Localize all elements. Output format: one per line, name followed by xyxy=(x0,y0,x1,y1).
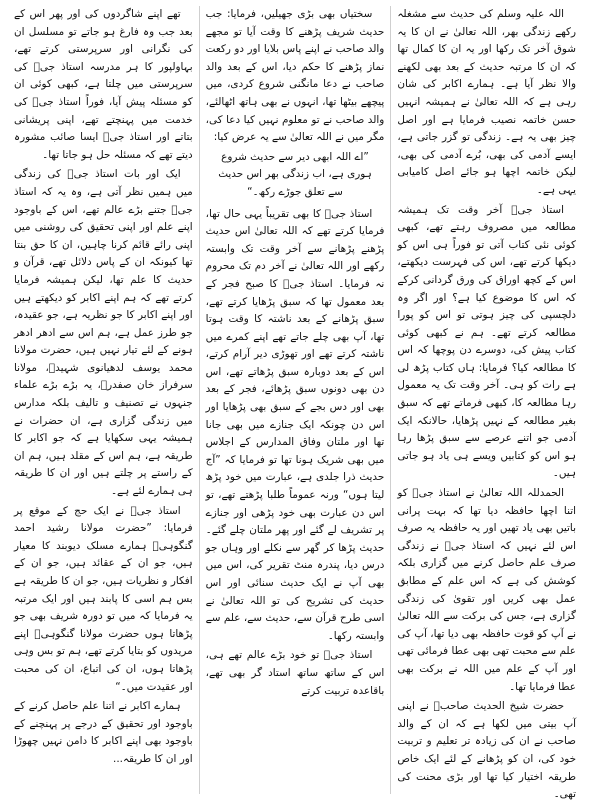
paragraph: استاذ جیؒ کا بھی تقریباً یہی حال تھا، فرمایا کرتے تھے کہ اللہ تعالیٰ اس حدیث پڑھنے پڑھانے سے آخر وقت تک وابستہ رکھے اور اللہ تعالیٰ نے آخر دم تک محروم نہ فرمایا۔ استاذ جیؒ کا صبح فجر کے بعد معمول تھا کہ سبق پڑھایا کرتے تھے، سبق پڑھانے کے بعد ناشتہ کا وقت ہوتا تھا، آپ بھی چلے جاتے تھے اپنے کمرے میں ناشتہ کرتے تھے اور تھوڑی دیر آرام کرتے، اس کے بعد دوبارہ سبق پڑھاتے تھے، اس دن بھی دونوں سبق پڑھائے، فجر کے بعد بھی اور دس بجے کے سبق بھی پڑھایا اور اس دن چونکہ ایک جنازے میں بھی جانا تھا اور ملتان وفاق المدارس کے اجلاس میں بھی شریک ہونا تھا تو فرمایا کہ ”آج حدیث ذرا جلدی ہے، عبارت میں خود پڑھ لیتا ہوں“ ورنہ عموماً طلبا پڑھتے تھے، تو اس دن عبارت بھی خود پڑھی اور جنازے پر تشریف لے گئے اور پھر ملتان چلے گئے۔ حدیث پڑھا کر گھر سے نکلے اور وہاں جو درس دیا، پندرہ منٹ تقریر کی، اس میں بھی آپ نے ایک حدیث سنائی اور اس حدیث کی تشریح کی تو اللہ تعالیٰ نے اسی طرح قرآن سے، حدیث سے، علم سے وابستہ رکھا۔ xyxy=(205,207,385,642)
prayer-quote: ”اے اللہ ابھی دیر سے حدیث شروع ہوری ہے، اب زندگی بھر اس حدیث سے تعلق جوڑے رکھ۔“ xyxy=(218,150,372,198)
column-right xyxy=(391,6,582,801)
paragraph: اللہ علیہ وسلم کی حدیث سے مشغلہ رکھے زندگی بھر، اللہ تعالیٰ نے ان کا یہ شوق آخر تک رکھا اور یہ ان کا کمال تھا کہ ان کا مرتبہ حدیث کے بعد بھی لکھنے والا نظر آیا ہے۔ ہمارے اکابر کی شان رہی ہے کہ اللہ تعالیٰ نے ہمیشہ انہیں حسن خاتمہ نصیب فرمایا ہے اور اصل چیز بھی یہ ہے۔ زندگی تو گزر جاتی ہے، ایسے آدمی کی بھی، بُرے آدمی کی بھی، لیکن خاتمہ اچھا ہو جائے اصل کامیابی یہی ہے۔ xyxy=(397,8,576,196)
paragraph: الحمدللہ اللہ تعالیٰ نے استاذ جیؒ کو اتنا اچھا حافظہ دیا تھا کہ بہت پرانی باتیں بھی یاد تھیں اور یہ حافظہ یہ صرف اس لئے نہیں کہ استاذ جیؒ نے زندگی صرف علم حاصل کرنے میں گزاری بلکہ کوشش کی ہے کہ اس علم کے مطابق عمل بھی کریں اور تقویٰ کی زندگی گزاری ہے، جس کی برکت سے اللہ تعالیٰ نے آپ کو قوت حافظہ بھی دیا تھا، آپ کی علم سے محبت تھی بھی عطا فرمائی تھی اور آپ کے علم میں اللہ نے برکت بھی عطا فرمایا تھا۔ xyxy=(397,487,576,693)
paragraph: تھے اپنے شاگردوں کی اور پھر اس کے بعد جب وہ فارغ ہو جاتے تو مسلسل ان کی نگرانی اور سرپرستی کرتے تھے، بہاولپور کا ہر مدرسہ استاذ جیؒ کی سرپرستی میں چلتا ہے، کبھی کوئی ان کو مسئلہ پیش آیا، فوراً استاذ جیؒ کی خدمت میں پہنچتے تھے، اپنی پریشانی بتاتے اور استاذ جیؒ ایسا صائب مشورہ دیتے تھے کہ مسئلہ حل ہو جاتا تھا۔ xyxy=(13,8,193,161)
column-left xyxy=(8,6,200,794)
column-middle xyxy=(200,6,392,794)
paragraph: استاذ جیؒ نے ایک حج کے موقع پر فرمایا: ”حضرت مولانا رشید احمد گنگوہیؒ ہمارے مسلک دیوبند کا معیار ہیں، جو ان کے عقائد ہیں، جو ان کے افکار و نظریات ہیں، جو ان کا طریقہ ہے بس ہم اسی کا پابند ہیں اور ایک مرتبہ یہ فرمایا کہ میں تو دورہ شریف بھی جو پڑھاتا ہوں حضرت مولانا گنگوہیؒ اپنے مریدوں کو بتایا کرتے تھے، ہم تو بس وہی پڑھاتا ہوں، ان کی اتباع، ان کی محبت اور عقیدت میں۔“ xyxy=(13,504,193,693)
paragraph: سختیاں بھی بڑی جھیلیں، فرمایا: جب حدیث شریف پڑھنے کا وقت آیا تو مجھے والد صاحب نے اپنے پاس بلایا اور دو رکعت نماز پڑھنے کا حکم دیا، اس کے بعد والد صاحب نے دعا مانگنی شروع کردی، میں پیچھے بیٹھا تھا، انہوں نے بھی ہاتھ اٹھالئے، والد صاحب نے تو معلوم نہیں کیا دعا کی، مگر میں نے اللہ تعالیٰ سے یہ عرض کیا: xyxy=(205,8,385,144)
paragraph: ایک اور بات استاذ جیؒ کی زندگی میں ہمیں نظر آتی ہے، وہ یہ کہ استاذ جیؒ جتنے بڑے عالم تھے، اس کے باوجود اپنے علم اور اپنی تحقیق کی روشنی میں اپنی رائے قائم کرنا چاہیں، ان کا حق بنتا تھا کیونکہ ان کے پاس دلائل تھے، قرآن و حدیث کا علم تھا، لیکن ہمیشہ فرمایا کرتے تھے کہ ہم اپنے اکابر کو دیکھتے ہیں اور اپنے اکابر کا جو نظریہ ہے، جو عقیدہ، جو طرز عمل ہے، ہم اس سے ادھر ادھر ہونے کے لئے تیار نہیں ہیں، حضرت مولانا محمد یوسف لدھیانوی شہیدؒ، مولانا سرفراز خان صفدرؒ، یہ بڑے بڑے علماء جنہوں نے تصنیف و تالیف بلکہ مدارس میں زندگی گزاری ہے، ان حضرات نے ہمیشہ یہی سکھایا ہے کہ جو اکابر کا طریقہ ہے، ہم اس کے مقلد ہیں، ہم ان کے راستے پر چلتے ہیں اور ان کا طریقہ ہی ہمارے لئے ہے۔ xyxy=(13,168,193,498)
paragraph: استاذ جیؒ آخر وقت تک ہمیشہ مطالعہ میں مصروف رہتے تھے، کبھی کوئی نئی کتاب آتی تو فوراً ہی اس کو دیکھا کرتے تھے، اس کی فہرست دیکھتے، اس کے کچھ اوراق کی ورق گردانی کرکے کہ اس کا موضوع کیا ہے؟ اور اگر وہ دلچسپی کی چیز ہوتی تو اس کو پورا مطالعہ کرتے تھے۔ ہم نے کبھی کوئی کتاب پیش کی، دوسرے دن پوچھا کہ اس کا مطالعہ کیا؟ فرمایا: ہاں کتاب پڑھ لی ہے رات کو ہی۔ آخر وقت تک یہ معمول رہا مطالعہ کا، کبھی فرماتے تھے کہ سبق بغیر مطالعہ کے نہیں پڑھایا، حالانکہ ایک آدمی جو اتنے عرصے سے سبق پڑھا رہا ہو اس کو کتابیں ویسے ہی یاد ہو جاتی ہیں۔ xyxy=(397,203,576,480)
paragraph: ہمارے اکابر نے اتنا علم حاصل کرنے کے باوجود اور تحقیق کے درجے پر پہنچنے کے باوجود بھی اپنے اکابر کا دامن نہیں چھوڑا اور ان کا طریقہ... xyxy=(13,700,193,765)
paragraph: حضرت شیخ الحدیث صاحبؒ نے اپنی آپ بیتی میں لکھا ہے کہ ان کے والد صاحب نے ان کی زیادہ تر تعلیم و تربیت خود کی، ان کو پڑھانے کے لئے ایک خاص طریقہ اختیار کیا تھا اور بڑی محنت کی تھی۔ xyxy=(397,700,576,801)
text-columns xyxy=(8,6,582,801)
paragraph: استاذ جیؒ تو خود بڑے عالم تھے ہی، اس کے ساتھ ساتھ استاد گر بھی تھے، باقاعدہ تربیت کرتے xyxy=(205,649,385,697)
